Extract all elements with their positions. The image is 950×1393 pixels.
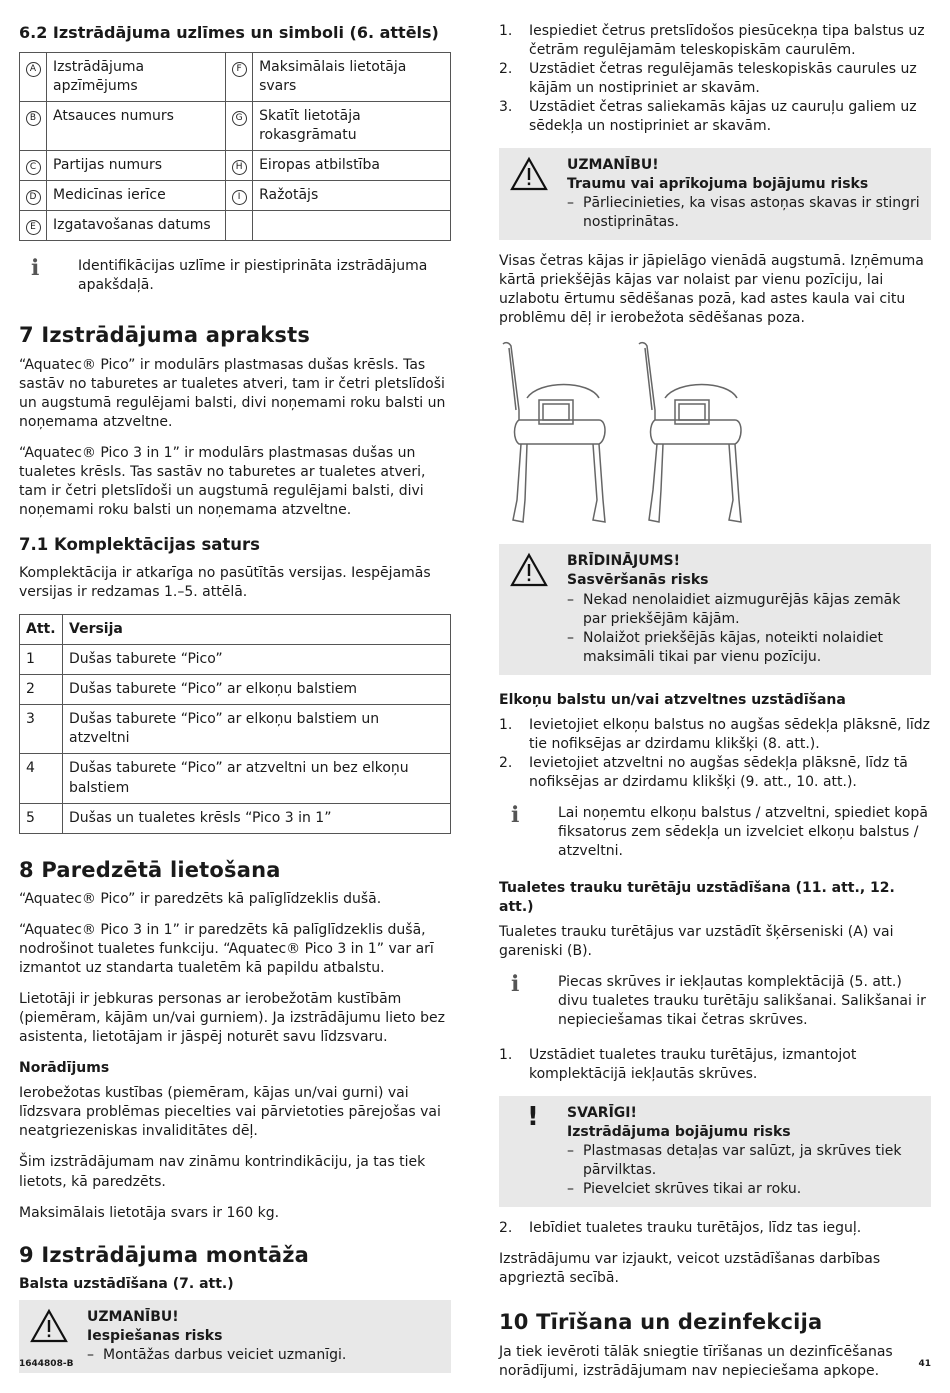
caution-1-title: UZMANĪBU! [87, 1309, 179, 1326]
versions-header-versija: Versija [63, 615, 451, 645]
s8-paragraph-3: Lietotāji ir jebkuras personas ar ierobežotām kustībām (piemēram, kājām un/vai gurniem). Ja izstrādājumu lieto bez asistenta, lietotājam ir jāspēj noturēt savu līdzsvaru. [19, 991, 445, 1046]
step-3-1: Uzstādiet tualetes trauku turētājus, izmantojot komplektācijā iekļautās skrūves. [529, 1047, 857, 1083]
symbol-description: Izgatavošanas datums [53, 216, 211, 233]
s9-subtitle: Balsta uzstādīšana (7. att.) [19, 1276, 234, 1293]
symbols-row [20, 52, 451, 101]
section-7-1-title: 7.1 Komplektācijas saturs [19, 534, 260, 554]
version-number: 4 [20, 754, 63, 803]
important-item-1: Plastmasas detaļas var salūzt, ja skrūves tiek pārvilktas. [583, 1143, 902, 1179]
version-label: Dušas un tualetes krēsls “Pico 3 in 1” [63, 803, 451, 833]
warning-3-subtitle: Sasvēršanās risks [567, 572, 709, 589]
version-label: Dušas taburete “Pico” ar elkoņu balstiem [63, 675, 451, 705]
version-label: Dušas taburete “Pico” [63, 645, 451, 675]
chair-illustration [499, 340, 931, 530]
chair-drawing [499, 340, 749, 530]
version-label: Dušas taburete “Pico” ar atzveltni un bez elkoņu balstiem [63, 754, 451, 803]
symbol-description: Maksimālais lietotāja svars [259, 58, 407, 94]
step-4-2: Iebīdiet tualetes trauku turētājos, līdz tas ieguļ. [529, 1220, 862, 1237]
warning-3-title: BRĪDINĀJUMS! [567, 553, 681, 570]
step-2-2: Ievietojiet atzveltni no augšas sēdekļa plāksnē, līdz tā nofiksējas ar dzirdamu klikšķi (9. att., 10. att.). [529, 754, 908, 790]
section-8-title: 8 Paredzētā lietošana [19, 857, 281, 882]
left-column [19, 22, 451, 1385]
symbols-row [20, 210, 451, 240]
version-number: 2 [20, 675, 63, 705]
step-1-3: Uzstādiet četras saliekamās kājas uz cauruļu galiem uz sēdekļa un nostipriniet ar skavām. [529, 99, 917, 135]
s8-note-heading: Norādījums [19, 1060, 110, 1077]
symbol-description: Ražotājs [259, 186, 319, 203]
legs-paragraph: Visas četras kājas ir jāpielāgo vienādā augstumā. Izņēmuma kārtā priekšējās kājas var nolaist par vienu pozīciju, lai uzlabotu ērtumu sēdēšanas pozā, kad astes kaula vai citu problēmu dēļ ir ierobežota sēdēšanas poza. [499, 253, 924, 327]
version-number: 1 [20, 645, 63, 675]
info-note-3 [499, 973, 931, 1030]
symbol-letter: C [26, 160, 41, 175]
symbol-letter: A [26, 62, 41, 77]
disassemble-paragraph: Izstrādājumu var izjaukt, veicot uzstādīšanas darbības apgrieztā secībā. [499, 1251, 881, 1287]
version-number: 3 [20, 705, 63, 754]
section-10-title: 10 Tīrīšana un dezinfekcija [499, 1310, 823, 1335]
warning-3-item-1: Nekad nenolaidiet aizmugurējās kājas zemāk par priekšējām kājām. [583, 591, 901, 627]
info-icon: ℹ [511, 972, 520, 997]
symbol-letter: D [26, 190, 41, 205]
caution-box-1: UZMANĪBU! Iespiešanas risks – Montāžas darbus veiciet uzmanīgi. [19, 1300, 451, 1373]
symbol-description: Izstrādājuma apzīmējums [53, 58, 145, 94]
warning-3-item-2: Nolaižot priekšējās kājas, noteikti nolaidiet maksimāli tikai par vienu pozīciju. [583, 629, 884, 665]
info-note [19, 257, 451, 295]
symbols-table [19, 52, 451, 241]
symbol-description: Eiropas atbilstība [259, 156, 380, 173]
info-note-3-text: Piecas skrūves ir iekļautas komplektācijā (5. att.) divu tualetes trauku turētāju salikšanai. Salikšanai ir nepieciešamas tikai četras skrūves. [558, 974, 926, 1029]
s10-paragraph: Ja tiek ievēroti tālāk sniegtie tīrīšanas un dezinfīcēšanas norādījumi, izstrādājumam nav nepieciešama apkope. [499, 1343, 893, 1379]
toilet-paragraph: Tualetes trauku turētājus var uzstādīt šķērseniski (A) vai gareniski (B). [499, 923, 894, 959]
section-9-title: 9 Izstrādājuma montāža [19, 1242, 310, 1267]
s8-paragraph-4: Ierobežotas kustības (piemēram, kājas un/vai gurni) vai līdzsvara problēmas piecelties vai pārvietoties pārejošas vai neatgriezeniskas invaliditātes dēļ. [19, 1085, 441, 1140]
warning-box-3: BRĪDINĀJUMS! Sasvēršanās risks – Nekad nenolaidiet aizmugurējās kājas zemāk par priekšējām kājām. – Nolaižot priekšējās kājas, noteikti nolaidiet maksimāli tikai par vienu pozīciju. [499, 544, 931, 674]
symbol-letter: I [232, 190, 247, 205]
symbols-row [20, 180, 451, 210]
footer-doc-number: 1644808-B [19, 1359, 74, 1369]
symbol-letter: G [232, 111, 247, 126]
symbol-letter: B [26, 111, 41, 126]
step-2-1: Ievietojiet elkoņu balstus no augšas sēdekļa plāksnē, līdz tie nofiksējas ar dzirdamu klikšķi (8. att.). [529, 716, 930, 752]
symbol-description: Partijas numurs [53, 156, 163, 173]
symbol-letter: E [26, 220, 41, 235]
caution-2-subtitle: Traumu vai aprīkojuma bojājumu risks [567, 176, 869, 193]
steps-list-2: 1. Ievietojiet elkoņu balstus no augšas sēdekļa plāksnē, līdz tie nofiksējas ar dzirdamu klikšķi (8. att.). 2. Ievietojiet atzveltni no augšas sēdekļa plāksnē, līdz tā nofiksējas ar dzirdamu klikšķi (9. att., 10. att.). [499, 716, 931, 792]
warning-icon [509, 156, 567, 232]
symbol-description: Atsauces numurs [53, 107, 174, 124]
steps-list-4: 2. Iebīdiet tualetes trauku turētājos, līdz tas ieguļ. [499, 1219, 931, 1238]
info-icon: ℹ [31, 255, 40, 281]
important-item-2: Pievelciet skrūves tikai ar roku. [583, 1181, 802, 1198]
symbol-description: Skatīt lietotāja rokasgrāmatu [259, 107, 361, 143]
steps-list-3: 1. Uzstādiet tualetes trauku turētājus, izmantojot komplektācijā iekļautās skrūves. [499, 1046, 931, 1084]
caution-1-subtitle: Iespiešanas risks [87, 1328, 223, 1345]
important-subtitle: Izstrādājuma bojājumu risks [567, 1124, 791, 1141]
right-column [499, 22, 931, 1393]
s8-paragraph-5: Šim izstrādājumam nav zināmu kontrindikāciju, ja tas tiek lietots, kā paredzēts. [19, 1154, 426, 1190]
section-6-2-title: 6.2 Izstrādājuma uzlīmes un simboli (6. attēls) [19, 23, 439, 42]
section-7-title: 7 Izstrādājuma apraksts [19, 323, 311, 348]
exclamation-icon: ! [527, 1102, 539, 1133]
info-note-text: Identifikācijas uzlīme ir piestiprināta izstrādājuma apakšdaļā. [78, 257, 428, 293]
s7-paragraph-2: “Aquatec® Pico 3 in 1” ir modulārs plastmasas dušas un tualetes krēsls. Tas sastāv no taburetes ar tualetes atveri, tam ir četri pletslīdoši un augstumā regulējami balsti, divi noņemami roku balsti un noņemama atzveltne. [19, 444, 426, 518]
versions-header-att: Att. [20, 615, 63, 645]
toilet-subtitle: Tualetes trauku turētāju uzstādīšana (11. att., 12. att.) [499, 879, 895, 915]
version-label: Dušas taburete “Pico” ar elkoņu balstiem un atzveltni [63, 705, 451, 754]
symbols-row [20, 101, 451, 150]
s7-paragraph-1: “Aquatec® Pico” ir modulārs plastmasas dušas krēsls. Tas sastāv no taburetes ar tualetes atveri, tam ir četri pletslīdoši un augstumā regulējami balsti, divi noņemami roku balsti un noņemama atzveltne. [19, 356, 446, 430]
s8-paragraph-6: Maksimālais lietotāja svars ir 160 kg. [19, 1204, 280, 1221]
info-icon: ℹ [511, 802, 520, 828]
versions-row [20, 803, 451, 833]
info-note-2 [499, 804, 931, 861]
caution-2-item: Pārliecinieties, ka visas astoņas skavas ir stingri nostiprinātas. [583, 195, 920, 231]
symbol-description: Medicīnas ierīce [53, 186, 166, 203]
s8-paragraph-1: “Aquatec® Pico” ir paredzēts kā palīglīdzeklis dušā. [19, 891, 382, 908]
armrest-subtitle: Elkoņu balstu un/vai atzveltnes uzstādīšana [499, 691, 846, 708]
caution-box-2: UZMANĪBU! Traumu vai aprīkojuma bojājumu risks – Pārliecinieties, ka visas astoņas skavas ir stingri nostiprinātas. [499, 148, 931, 240]
important-box: ! SVARĪGI! Izstrādājuma bojājumu risks – Plastmasas detaļas var salūzt, ja skrūves tiek pārvilktas. – Pievelciet skrūves tikai ar roku. [499, 1096, 931, 1207]
version-number: 5 [20, 803, 63, 833]
step-1-1: Iespiediet četrus pretslīdošos piesūcekņa tipa balstus uz četrām regulējamām teleskopiskām caurulēm. [529, 23, 925, 59]
versions-row [20, 754, 451, 803]
versions-row [20, 645, 451, 675]
step-1-2: Uzstādiet četras regulējamās teleskopiskās caurules uz kājām un nostipriniet ar skavām. [529, 61, 917, 97]
important-title: SVARĪGI! [567, 1105, 637, 1122]
symbols-row [20, 150, 451, 180]
symbol-letter: F [232, 62, 247, 77]
steps-list-1: 1. Iespiediet četrus pretslīdošos piesūcekņa tipa balstus uz četrām regulējamām teleskopiskām caurulēm. 2. Uzstādiet četras regulējamās teleskopiskās caurules uz kājām un nostipriniet ar skavām. 3. Uzstādiet četras saliekamās kājas uz cauruļu galiem uz sēdekļa un nostipriniet ar skavām. [499, 22, 931, 136]
s71-paragraph: Komplektācija ir atkarīga no pasūtītās versijas. Iespējamās versijas ir redzamas 1.–5. attēlā. [19, 565, 431, 601]
info-note-2-text: Lai noņemtu elkoņu balstus / atzveltni, spiediet kopā fiksatorus zem sēdekļa un izvelciet elkoņu balstus / atzveltni. [558, 804, 928, 859]
versions-row [20, 675, 451, 705]
footer-page-number: 41 [918, 1359, 931, 1369]
versions-table [19, 614, 451, 833]
caution-1-item: Montāžas darbus veiciet uzmanīgi. [103, 1347, 347, 1364]
symbol-letter: H [232, 160, 247, 175]
s8-paragraph-2: “Aquatec® Pico 3 in 1” ir paredzēts kā palīglīdzeklis dušā, nodrošinot tualetes funkciju. “Aquatec® Pico 3 in 1” var arī izmantot uz standarta tualetēm kā papildu atbalstu. [19, 922, 434, 977]
versions-row [20, 705, 451, 754]
warning-icon [509, 552, 567, 666]
warning-icon [29, 1308, 87, 1365]
caution-2-title: UZMANĪBU! [567, 157, 659, 174]
